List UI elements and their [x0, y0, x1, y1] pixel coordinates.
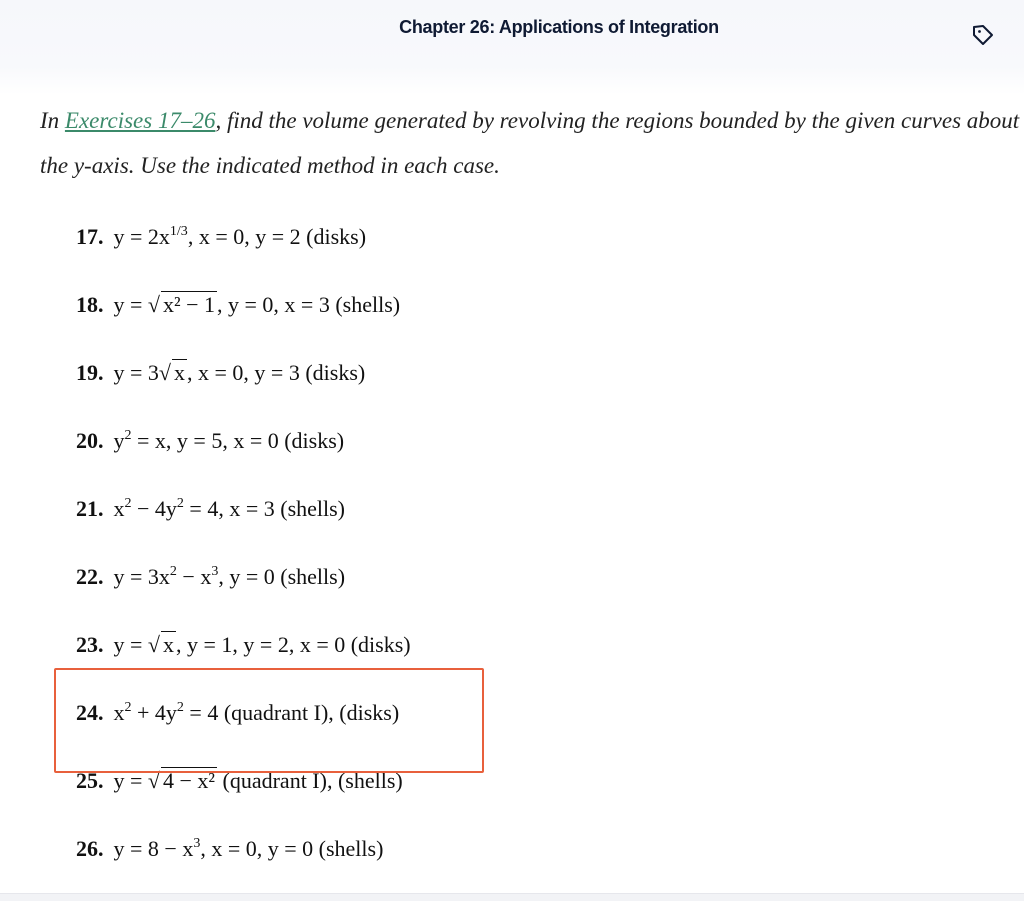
equation-text: = 4 (quadrant I), (disks) — [183, 700, 400, 725]
exponent: 2 — [176, 700, 184, 715]
equation-text: , y = 0 (shells) — [218, 564, 346, 589]
sqrt-icon: √ — [158, 360, 171, 385]
equation-text: , x = 0, y = 0 (shells) — [200, 836, 384, 861]
equation-text: + 4y — [131, 700, 177, 725]
exercise-item — [76, 564, 345, 590]
exponent: 3 — [193, 836, 201, 851]
equation-text: , x = 0, y = 3 (disks) — [187, 360, 366, 385]
equation-text: − 4y — [131, 496, 177, 521]
chapter-title: Chapter 26: Applications of Integration — [399, 17, 719, 37]
exercise-number: 19. — [76, 360, 104, 385]
exercise-number: 17. — [76, 224, 104, 249]
equation-text: = 4, x = 3 (shells) — [183, 496, 346, 521]
sqrt-icon: √ — [147, 292, 160, 317]
exercise-item — [76, 292, 400, 318]
radicand: x — [174, 360, 185, 385]
exercise-number: 18. — [76, 292, 104, 317]
exponent: 2 — [124, 700, 132, 715]
exercise-number: 24. — [76, 700, 104, 725]
equation-text: , y = 0, x = 3 (shells) — [217, 292, 401, 317]
exercise-number: 23. — [76, 632, 104, 657]
sqrt-icon: √ — [147, 768, 160, 793]
radicand: x — [163, 632, 174, 657]
exercise-item — [76, 360, 365, 386]
exercise-item — [76, 224, 366, 250]
equation-text: − x — [176, 564, 212, 589]
instructions — [40, 98, 1020, 188]
equation-text: (quadrant I), (shells) — [217, 768, 403, 793]
exponent: 2 — [169, 564, 177, 579]
radicand: 4 − x² — [163, 768, 216, 793]
chapter-header — [0, 0, 1024, 95]
equation-text: y = 3x — [113, 564, 170, 589]
exercise-number: 20. — [76, 428, 104, 453]
equation-text: y = 8 − x — [113, 836, 194, 861]
exercise-item — [76, 496, 345, 522]
exponent: 3 — [211, 564, 219, 579]
exercise-item — [76, 632, 411, 658]
equation-text: y = 3 — [113, 360, 159, 385]
equation-text: x — [113, 700, 125, 725]
equation-text: y = — [113, 292, 148, 317]
exponent: 2 — [124, 496, 132, 511]
equation-text: = x, y = 5, x = 0 (disks) — [131, 428, 345, 453]
exponent: 2 — [176, 496, 184, 511]
equation-text: y — [113, 428, 125, 453]
highlight-box — [54, 668, 484, 773]
intro-suffix: , find the volume generated by revolving the regions bounded by the given curves about the y-axis. Use the indicated method in each case. — [40, 108, 1020, 178]
exercise-number: 21. — [76, 496, 104, 521]
tag-icon[interactable] — [970, 22, 996, 48]
exponent: 1/3 — [169, 224, 188, 239]
exercise-number: 22. — [76, 564, 104, 589]
exponent: 2 — [124, 428, 132, 443]
intro-prefix: In — [40, 108, 65, 133]
equation-text: , x = 0, y = 2 (disks) — [187, 224, 367, 249]
exercises-link[interactable]: Exercises 17–26 — [64, 108, 216, 133]
sqrt-icon: √ — [147, 632, 160, 657]
equation-text: y = — [113, 632, 148, 657]
exercise-number: 25. — [76, 768, 104, 793]
exercise-number: 26. — [76, 836, 104, 861]
equation-text: x — [113, 496, 125, 521]
equation-text: y = 2x — [113, 224, 170, 249]
exercise-item — [76, 836, 383, 862]
radicand: x² − 1 — [163, 292, 216, 317]
equation-text: , y = 1, y = 2, x = 0 (disks) — [176, 632, 411, 657]
equation-text: y = — [113, 768, 148, 793]
exercise-item — [76, 428, 344, 454]
